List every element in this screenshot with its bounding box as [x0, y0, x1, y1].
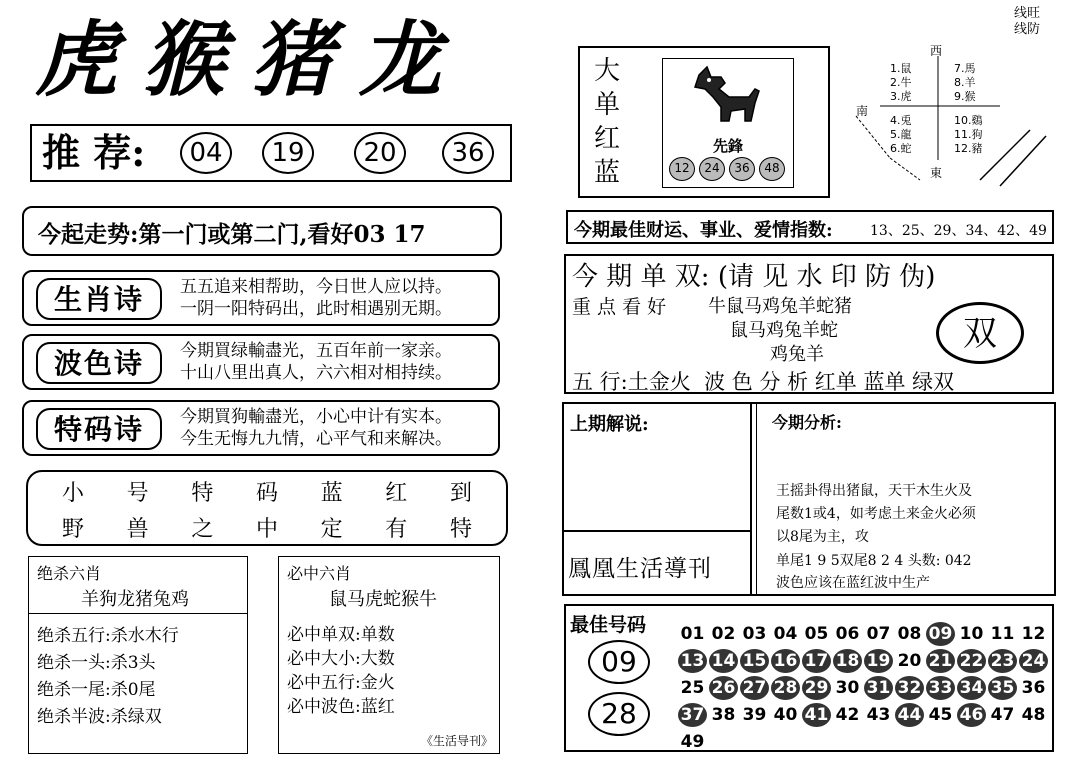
- poem-line: 今生无悔九九情，心平气和来解决。: [180, 429, 452, 449]
- riddle-char: 特: [191, 481, 214, 506]
- must-item: 必中大小:大数: [287, 649, 395, 669]
- dog-icon: [685, 63, 765, 131]
- grid-number: 20: [897, 651, 922, 671]
- analysis-box: [562, 402, 1056, 596]
- grid-number: 39: [742, 705, 767, 725]
- grid-number: 44: [895, 703, 924, 727]
- grid-number: 33: [926, 676, 955, 700]
- grid-number: 26: [709, 676, 738, 700]
- analysis-divider: [750, 404, 752, 594]
- grid-number: 25: [680, 678, 705, 698]
- pioneer-numbers: [669, 157, 785, 181]
- grid-number: 43: [866, 705, 891, 725]
- riddle-char: 小: [62, 481, 85, 506]
- grid-number: 49: [680, 732, 705, 752]
- kill-six-title: 绝杀六肖: [37, 564, 102, 583]
- grid-number: 36: [1021, 678, 1046, 698]
- grid-number: 24: [1019, 649, 1048, 673]
- grid-number: 02: [711, 624, 736, 644]
- grid-number: 15: [740, 649, 769, 673]
- analysis-line: 波色应该在蓝红波中生产: [776, 575, 930, 591]
- grid-number: 48: [1021, 705, 1046, 725]
- grid-number: 37: [678, 703, 707, 727]
- poem-tag: 特码诗: [36, 408, 162, 450]
- best-label: 最佳号码: [570, 614, 647, 636]
- best-number: 28: [588, 692, 650, 736]
- poem-tag: 波色诗: [36, 342, 162, 384]
- fortune-values: 13、25、29、34、42、49: [870, 223, 1047, 239]
- fortune-label: 今期最佳财运、事业、爱情指数:: [574, 220, 833, 241]
- recommend-number: 36: [442, 132, 494, 174]
- grid-number: 28: [771, 676, 800, 700]
- page-title: 虎猴猪龙: [35, 12, 467, 108]
- grid-number: 21: [926, 649, 955, 673]
- riddle-char: 有: [385, 517, 408, 542]
- grid-number: 34: [957, 676, 986, 700]
- poem-line: 十山八里出真人，六六相对相持续。: [180, 363, 452, 383]
- riddle-row-2: [62, 512, 472, 543]
- compass-left-list: 1.鼠 2.牛 3.虎 4.兎 5.龍 6.蛇: [890, 62, 912, 155]
- poem-box-color: [22, 334, 500, 390]
- compass-east: 東: [930, 166, 943, 180]
- single-double-title: 今 期 单 双: (请 见 水 印 防 伪): [572, 262, 936, 292]
- trend-text: 今起走势:第一门或第二门,看好03 17: [38, 221, 426, 248]
- recommend-box: [30, 124, 512, 182]
- riddle-char: 野: [62, 517, 85, 542]
- grid-number: 19: [864, 649, 893, 673]
- magazine-name: 鳳凰生活導刊: [568, 556, 712, 582]
- grid-number: 27: [740, 676, 769, 700]
- grid-number: 17: [802, 649, 831, 673]
- corner-note-2: 线防: [1013, 22, 1040, 37]
- pioneer-number: 48: [759, 157, 785, 181]
- pioneer-box: [578, 46, 830, 198]
- analysis-line: 单尾1 9 5双尾8 2 4 头数: 042: [776, 553, 972, 569]
- kill-six-value: 羊狗龙猪兔鸡: [81, 589, 189, 610]
- pioneer-number: 24: [699, 157, 725, 181]
- grid-number: 04: [773, 624, 798, 644]
- grid-number: 42: [835, 705, 860, 725]
- grid-number: 07: [866, 624, 891, 644]
- grid-number: 32: [895, 676, 924, 700]
- grid-number: 16: [771, 649, 800, 673]
- grid-number: 12: [1021, 624, 1046, 644]
- compass-west: 西: [930, 44, 943, 58]
- pioneer-side-text: 大 单 红 蓝: [594, 56, 621, 188]
- analysis-text: 王摇卦得出猪鼠，天干木生火及 尾数1或4，如考虑土来金火必须 以8尾为主，攻: [776, 483, 976, 545]
- kill-box: [28, 556, 248, 754]
- compass-lines: [850, 40, 1050, 190]
- analysis-divider: [756, 404, 757, 594]
- poem-tag: 生肖诗: [36, 278, 162, 320]
- trend-box: [22, 206, 502, 256]
- fortune-box: [566, 210, 1054, 244]
- kill-items: [37, 623, 179, 731]
- recommend-number: 20: [354, 132, 406, 174]
- poem-line: 今期買绿輸盡光，五百年前一家亲。: [180, 341, 452, 361]
- riddle-char: 到: [449, 481, 472, 506]
- pioneer-number: 36: [729, 157, 755, 181]
- grid-number: 05: [804, 624, 829, 644]
- grid-number: 10: [959, 624, 984, 644]
- single-double-box: [564, 254, 1054, 394]
- grid-number: 23: [988, 649, 1017, 673]
- grid-number: 40: [773, 705, 798, 725]
- must-box: [278, 556, 500, 754]
- analysis-left-rule: [564, 530, 750, 532]
- kill-divider: [29, 613, 247, 614]
- kill-item: 绝杀五行:杀水木行: [37, 626, 179, 646]
- grid-number: 31: [864, 676, 893, 700]
- grid-number: 09: [926, 622, 955, 646]
- riddle-char: 码: [255, 481, 278, 506]
- pioneer-number: 12: [669, 157, 695, 181]
- single-double-answer: 双: [936, 302, 1024, 364]
- best-number: 09: [588, 640, 650, 684]
- must-six-value: 鼠马虎蛇猴牛: [329, 589, 437, 610]
- pioneer-label: 先鋒: [712, 137, 743, 155]
- pioneer-inner: [662, 58, 794, 188]
- compass-right-list: 7.馬 8.羊 9.猴 10.鷄 11.狗 12.豬: [954, 62, 983, 155]
- riddle-char: 号: [126, 481, 149, 506]
- poem-line: 一阴一阳特码出，此时相遇别无期。: [180, 299, 452, 319]
- grid-number: 13: [678, 649, 707, 673]
- must-item: 必中波色:蓝红: [287, 697, 395, 717]
- recommend-number: 04: [180, 132, 232, 174]
- single-double-focus-label: 重 点 看 好: [572, 296, 667, 318]
- poem-line: 五五追来相帮助，今日世人应以持。: [180, 277, 452, 297]
- must-six-title: 必中六肖: [287, 564, 352, 583]
- must-item: 必中单双:单数: [287, 625, 395, 645]
- riddle-char: 定: [320, 517, 343, 542]
- compass-south: 南: [856, 104, 869, 118]
- riddle-char: 蓝: [320, 481, 343, 506]
- this-period-label: 今期分析:: [772, 413, 842, 432]
- single-double-line: 牛鼠马鸡兔羊蛇猪: [708, 296, 852, 317]
- riddle-char: 红: [385, 481, 408, 506]
- riddle-char: 兽: [126, 517, 149, 542]
- poem-box-zodiac: [22, 270, 500, 326]
- riddle-row-1: [62, 476, 472, 507]
- grid-number: 41: [802, 703, 831, 727]
- compass-diagram: [850, 40, 1050, 190]
- grid-number: 18: [833, 649, 862, 673]
- grid-number: 22: [957, 649, 986, 673]
- riddle-char: 中: [255, 517, 278, 542]
- kill-item: 绝杀一头:杀3头: [37, 653, 156, 673]
- grid-number: 08: [897, 624, 922, 644]
- grid-number: 06: [835, 624, 860, 644]
- recommend-label: 推 荐:: [42, 130, 146, 175]
- kill-item: 绝杀半波:杀绿双: [37, 707, 162, 727]
- grid-number: 14: [709, 649, 738, 673]
- kill-item: 绝杀一尾:杀0尾: [37, 680, 156, 700]
- grid-number: 03: [742, 624, 767, 644]
- poem-box-special: [22, 400, 500, 456]
- must-items: [287, 623, 395, 719]
- best-numbers-box: [564, 604, 1054, 752]
- single-double-bottom: 五 行:土金火 波 色 分 析 红单 蓝单 绿双: [572, 370, 955, 394]
- grid-number: 11: [990, 624, 1015, 644]
- single-double-line: 鼠马鸡兔羊蛇: [730, 320, 838, 341]
- riddle-char: 特: [449, 517, 472, 542]
- corner-note-1: 线旺: [1013, 6, 1040, 21]
- number-grid: [678, 622, 1050, 754]
- grid-number: 30: [835, 678, 860, 698]
- corner-notes: [1014, 6, 1040, 38]
- grid-number: 38: [711, 705, 736, 725]
- riddle-char: 之: [191, 517, 214, 542]
- last-period-label: 上期解说:: [570, 414, 649, 435]
- poem-line: 今期買狗輸盡光，小心中计有实本。: [180, 407, 452, 427]
- grid-number: 46: [957, 703, 986, 727]
- riddle-box: [26, 470, 508, 546]
- grid-number: 35: [988, 676, 1017, 700]
- recommend-number: 19: [262, 132, 314, 174]
- grid-number: 47: [990, 705, 1015, 725]
- grid-number: 29: [802, 676, 831, 700]
- must-item: 必中五行:金火: [287, 673, 395, 693]
- must-footer: 《生活导刊》: [420, 734, 493, 748]
- grid-number: 01: [680, 624, 705, 644]
- single-double-line: 鸡兔羊: [770, 344, 824, 365]
- grid-number: 45: [928, 705, 953, 725]
